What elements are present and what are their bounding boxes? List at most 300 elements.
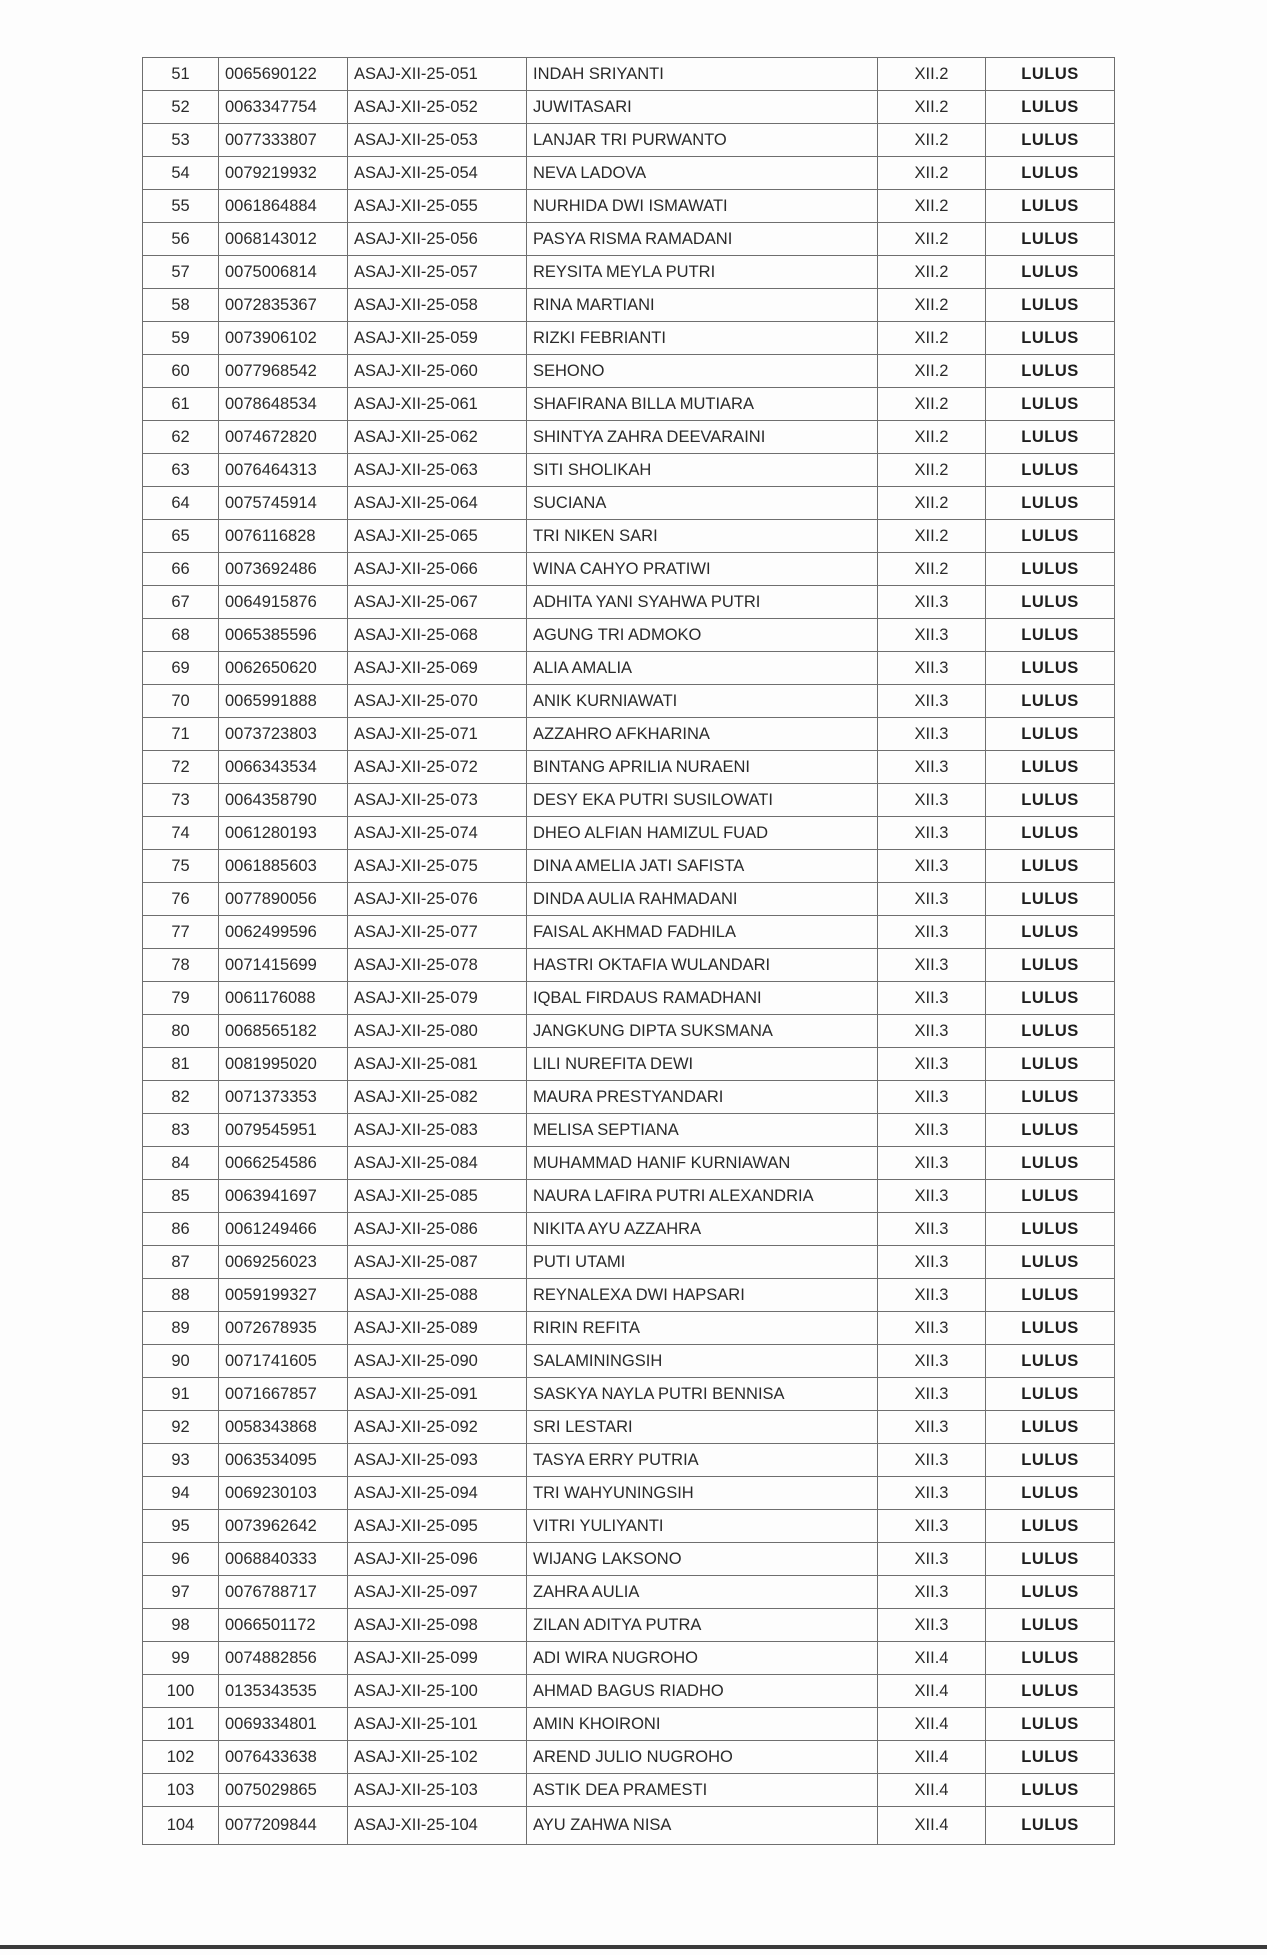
certificate-code-cell: ASAJ-XII-25-101 bbox=[348, 1708, 527, 1741]
status-cell: LULUS bbox=[986, 256, 1115, 289]
nisn-cell: 0068143012 bbox=[219, 223, 348, 256]
certificate-code-cell: ASAJ-XII-25-070 bbox=[348, 685, 527, 718]
status-cell: LULUS bbox=[986, 58, 1115, 91]
table-row bbox=[143, 1444, 1115, 1477]
status-cell: LULUS bbox=[986, 1345, 1115, 1378]
status-cell: LULUS bbox=[986, 355, 1115, 388]
certificate-code-cell: ASAJ-XII-25-057 bbox=[348, 256, 527, 289]
table-row bbox=[143, 1081, 1115, 1114]
row-number-cell: 78 bbox=[143, 949, 219, 982]
student-name-cell: DINA AMELIA JATI SAFISTA bbox=[527, 850, 878, 883]
table-row bbox=[143, 487, 1115, 520]
table-row bbox=[143, 289, 1115, 322]
status-cell: LULUS bbox=[986, 553, 1115, 586]
certificate-code-cell: ASAJ-XII-25-085 bbox=[348, 1180, 527, 1213]
student-name-cell: SUCIANA bbox=[527, 487, 878, 520]
student-name-cell: SEHONO bbox=[527, 355, 878, 388]
row-number-cell: 62 bbox=[143, 421, 219, 454]
class-cell: XII.3 bbox=[878, 784, 986, 817]
table-row bbox=[143, 91, 1115, 124]
row-number-cell: 75 bbox=[143, 850, 219, 883]
student-name-cell: AZZAHRO AFKHARINA bbox=[527, 718, 878, 751]
class-cell: XII.2 bbox=[878, 58, 986, 91]
student-name-cell: ZILAN ADITYA PUTRA bbox=[527, 1609, 878, 1642]
table-row bbox=[143, 520, 1115, 553]
class-cell: XII.4 bbox=[878, 1774, 986, 1807]
certificate-code-cell: ASAJ-XII-25-092 bbox=[348, 1411, 527, 1444]
status-cell: LULUS bbox=[986, 91, 1115, 124]
row-number-cell: 87 bbox=[143, 1246, 219, 1279]
certificate-code-cell: ASAJ-XII-25-083 bbox=[348, 1114, 527, 1147]
class-cell: XII.2 bbox=[878, 388, 986, 421]
status-cell: LULUS bbox=[986, 982, 1115, 1015]
student-name-cell: SALAMININGSIH bbox=[527, 1345, 878, 1378]
nisn-cell: 0063941697 bbox=[219, 1180, 348, 1213]
nisn-cell: 0076116828 bbox=[219, 520, 348, 553]
row-number-cell: 89 bbox=[143, 1312, 219, 1345]
row-number-cell: 81 bbox=[143, 1048, 219, 1081]
nisn-cell: 0071373353 bbox=[219, 1081, 348, 1114]
class-cell: XII.3 bbox=[878, 1543, 986, 1576]
student-name-cell: TASYA ERRY PUTRIA bbox=[527, 1444, 878, 1477]
status-cell: LULUS bbox=[986, 1609, 1115, 1642]
row-number-cell: 74 bbox=[143, 817, 219, 850]
certificate-code-cell: ASAJ-XII-25-073 bbox=[348, 784, 527, 817]
class-cell: XII.3 bbox=[878, 751, 986, 784]
nisn-cell: 0061864884 bbox=[219, 190, 348, 223]
nisn-cell: 0073692486 bbox=[219, 553, 348, 586]
row-number-cell: 84 bbox=[143, 1147, 219, 1180]
certificate-code-cell: ASAJ-XII-25-062 bbox=[348, 421, 527, 454]
table-row bbox=[143, 784, 1115, 817]
class-cell: XII.3 bbox=[878, 1411, 986, 1444]
class-cell: XII.3 bbox=[878, 1213, 986, 1246]
student-name-cell: TRI WAHYUNINGSIH bbox=[527, 1477, 878, 1510]
class-cell: XII.4 bbox=[878, 1708, 986, 1741]
certificate-code-cell: ASAJ-XII-25-058 bbox=[348, 289, 527, 322]
row-number-cell: 99 bbox=[143, 1642, 219, 1675]
class-cell: XII.3 bbox=[878, 982, 986, 1015]
row-number-cell: 88 bbox=[143, 1279, 219, 1312]
row-number-cell: 80 bbox=[143, 1015, 219, 1048]
class-cell: XII.3 bbox=[878, 685, 986, 718]
table-row bbox=[143, 421, 1115, 454]
certificate-code-cell: ASAJ-XII-25-052 bbox=[348, 91, 527, 124]
student-name-cell: SITI SHOLIKAH bbox=[527, 454, 878, 487]
status-cell: LULUS bbox=[986, 388, 1115, 421]
class-cell: XII.2 bbox=[878, 355, 986, 388]
class-cell: XII.3 bbox=[878, 1015, 986, 1048]
certificate-code-cell: ASAJ-XII-25-095 bbox=[348, 1510, 527, 1543]
status-cell: LULUS bbox=[986, 685, 1115, 718]
row-number-cell: 59 bbox=[143, 322, 219, 355]
status-cell: LULUS bbox=[986, 1048, 1115, 1081]
nisn-cell: 0076788717 bbox=[219, 1576, 348, 1609]
class-cell: XII.4 bbox=[878, 1807, 986, 1845]
certificate-code-cell: ASAJ-XII-25-090 bbox=[348, 1345, 527, 1378]
certificate-code-cell: ASAJ-XII-25-100 bbox=[348, 1675, 527, 1708]
page-bottom-divider bbox=[0, 1945, 1267, 1949]
table-row bbox=[143, 1741, 1115, 1774]
nisn-cell: 0079219932 bbox=[219, 157, 348, 190]
row-number-cell: 72 bbox=[143, 751, 219, 784]
class-cell: XII.3 bbox=[878, 586, 986, 619]
table-row bbox=[143, 751, 1115, 784]
status-cell: LULUS bbox=[986, 157, 1115, 190]
nisn-cell: 0062650620 bbox=[219, 652, 348, 685]
status-cell: LULUS bbox=[986, 1543, 1115, 1576]
class-cell: XII.4 bbox=[878, 1741, 986, 1774]
row-number-cell: 96 bbox=[143, 1543, 219, 1576]
nisn-cell: 0079545951 bbox=[219, 1114, 348, 1147]
status-cell: LULUS bbox=[986, 586, 1115, 619]
graduation-table-body bbox=[143, 58, 1115, 1845]
class-cell: XII.2 bbox=[878, 256, 986, 289]
student-name-cell: MELISA SEPTIANA bbox=[527, 1114, 878, 1147]
nisn-cell: 0069256023 bbox=[219, 1246, 348, 1279]
class-cell: XII.3 bbox=[878, 652, 986, 685]
certificate-code-cell: ASAJ-XII-25-102 bbox=[348, 1741, 527, 1774]
status-cell: LULUS bbox=[986, 454, 1115, 487]
student-name-cell: AHMAD BAGUS RIADHO bbox=[527, 1675, 878, 1708]
status-cell: LULUS bbox=[986, 1015, 1115, 1048]
row-number-cell: 90 bbox=[143, 1345, 219, 1378]
student-name-cell: INDAH SRIYANTI bbox=[527, 58, 878, 91]
status-cell: LULUS bbox=[986, 289, 1115, 322]
status-cell: LULUS bbox=[986, 1312, 1115, 1345]
class-cell: XII.2 bbox=[878, 289, 986, 322]
nisn-cell: 0066501172 bbox=[219, 1609, 348, 1642]
table-row bbox=[143, 1708, 1115, 1741]
class-cell: XII.3 bbox=[878, 1576, 986, 1609]
status-cell: LULUS bbox=[986, 883, 1115, 916]
certificate-code-cell: ASAJ-XII-25-091 bbox=[348, 1378, 527, 1411]
student-name-cell: SASKYA NAYLA PUTRI BENNISA bbox=[527, 1378, 878, 1411]
row-number-cell: 60 bbox=[143, 355, 219, 388]
student-name-cell: ZAHRA AULIA bbox=[527, 1576, 878, 1609]
table-row bbox=[143, 1114, 1115, 1147]
row-number-cell: 76 bbox=[143, 883, 219, 916]
certificate-code-cell: ASAJ-XII-25-051 bbox=[348, 58, 527, 91]
table-row bbox=[143, 58, 1115, 91]
student-name-cell: AGUNG TRI ADMOKO bbox=[527, 619, 878, 652]
certificate-code-cell: ASAJ-XII-25-099 bbox=[348, 1642, 527, 1675]
table-row bbox=[143, 1279, 1115, 1312]
certificate-code-cell: ASAJ-XII-25-097 bbox=[348, 1576, 527, 1609]
row-number-cell: 77 bbox=[143, 916, 219, 949]
status-cell: LULUS bbox=[986, 1081, 1115, 1114]
student-name-cell: NIKITA AYU AZZAHRA bbox=[527, 1213, 878, 1246]
nisn-cell: 0076464313 bbox=[219, 454, 348, 487]
table-row bbox=[143, 223, 1115, 256]
table-row bbox=[143, 1477, 1115, 1510]
nisn-cell: 0062499596 bbox=[219, 916, 348, 949]
certificate-code-cell: ASAJ-XII-25-069 bbox=[348, 652, 527, 685]
class-cell: XII.3 bbox=[878, 718, 986, 751]
nisn-cell: 0071667857 bbox=[219, 1378, 348, 1411]
nisn-cell: 0064358790 bbox=[219, 784, 348, 817]
certificate-code-cell: ASAJ-XII-25-075 bbox=[348, 850, 527, 883]
status-cell: LULUS bbox=[986, 190, 1115, 223]
table-row bbox=[143, 685, 1115, 718]
table-row bbox=[143, 586, 1115, 619]
status-cell: LULUS bbox=[986, 487, 1115, 520]
class-cell: XII.2 bbox=[878, 454, 986, 487]
table-row bbox=[143, 1609, 1115, 1642]
table-row bbox=[143, 1675, 1115, 1708]
row-number-cell: 95 bbox=[143, 1510, 219, 1543]
table-row bbox=[143, 1642, 1115, 1675]
student-name-cell: SHAFIRANA BILLA MUTIARA bbox=[527, 388, 878, 421]
nisn-cell: 0065690122 bbox=[219, 58, 348, 91]
nisn-cell: 0072835367 bbox=[219, 289, 348, 322]
certificate-code-cell: ASAJ-XII-25-074 bbox=[348, 817, 527, 850]
certificate-code-cell: ASAJ-XII-25-068 bbox=[348, 619, 527, 652]
row-number-cell: 63 bbox=[143, 454, 219, 487]
class-cell: XII.3 bbox=[878, 1180, 986, 1213]
row-number-cell: 67 bbox=[143, 586, 219, 619]
class-cell: XII.2 bbox=[878, 223, 986, 256]
certificate-code-cell: ASAJ-XII-25-053 bbox=[348, 124, 527, 157]
row-number-cell: 57 bbox=[143, 256, 219, 289]
student-name-cell: VITRI YULIYANTI bbox=[527, 1510, 878, 1543]
table-row bbox=[143, 454, 1115, 487]
nisn-cell: 0071741605 bbox=[219, 1345, 348, 1378]
table-row bbox=[143, 949, 1115, 982]
student-name-cell: NEVA LADOVA bbox=[527, 157, 878, 190]
certificate-code-cell: ASAJ-XII-25-084 bbox=[348, 1147, 527, 1180]
row-number-cell: 61 bbox=[143, 388, 219, 421]
row-number-cell: 79 bbox=[143, 982, 219, 1015]
class-cell: XII.3 bbox=[878, 1246, 986, 1279]
student-name-cell: RIRIN REFITA bbox=[527, 1312, 878, 1345]
status-cell: LULUS bbox=[986, 1411, 1115, 1444]
table-row bbox=[143, 1576, 1115, 1609]
class-cell: XII.2 bbox=[878, 553, 986, 586]
table-row bbox=[143, 388, 1115, 421]
nisn-cell: 0081995020 bbox=[219, 1048, 348, 1081]
student-name-cell: REYNALEXA DWI HAPSARI bbox=[527, 1279, 878, 1312]
certificate-code-cell: ASAJ-XII-25-061 bbox=[348, 388, 527, 421]
table-row bbox=[143, 355, 1115, 388]
nisn-cell: 0065991888 bbox=[219, 685, 348, 718]
table-row bbox=[143, 1774, 1115, 1807]
certificate-code-cell: ASAJ-XII-25-071 bbox=[348, 718, 527, 751]
row-number-cell: 94 bbox=[143, 1477, 219, 1510]
nisn-cell: 0059199327 bbox=[219, 1279, 348, 1312]
nisn-cell: 0064915876 bbox=[219, 586, 348, 619]
table-row bbox=[143, 1510, 1115, 1543]
nisn-cell: 0073962642 bbox=[219, 1510, 348, 1543]
class-cell: XII.2 bbox=[878, 91, 986, 124]
status-cell: LULUS bbox=[986, 322, 1115, 355]
table-row bbox=[143, 553, 1115, 586]
certificate-code-cell: ASAJ-XII-25-060 bbox=[348, 355, 527, 388]
table-row bbox=[143, 256, 1115, 289]
nisn-cell: 0073723803 bbox=[219, 718, 348, 751]
class-cell: XII.2 bbox=[878, 190, 986, 223]
status-cell: LULUS bbox=[986, 1246, 1115, 1279]
row-number-cell: 73 bbox=[143, 784, 219, 817]
certificate-code-cell: ASAJ-XII-25-080 bbox=[348, 1015, 527, 1048]
nisn-cell: 0074882856 bbox=[219, 1642, 348, 1675]
student-name-cell: FAISAL AKHMAD FADHILA bbox=[527, 916, 878, 949]
student-name-cell: WINA CAHYO PRATIWI bbox=[527, 553, 878, 586]
status-cell: LULUS bbox=[986, 817, 1115, 850]
status-cell: LULUS bbox=[986, 916, 1115, 949]
row-number-cell: 71 bbox=[143, 718, 219, 751]
student-name-cell: RINA MARTIANI bbox=[527, 289, 878, 322]
class-cell: XII.3 bbox=[878, 1345, 986, 1378]
status-cell: LULUS bbox=[986, 1807, 1115, 1845]
table-row bbox=[143, 916, 1115, 949]
status-cell: LULUS bbox=[986, 1675, 1115, 1708]
status-cell: LULUS bbox=[986, 1708, 1115, 1741]
status-cell: LULUS bbox=[986, 751, 1115, 784]
table-row bbox=[143, 190, 1115, 223]
certificate-code-cell: ASAJ-XII-25-079 bbox=[348, 982, 527, 1015]
status-cell: LULUS bbox=[986, 619, 1115, 652]
certificate-code-cell: ASAJ-XII-25-066 bbox=[348, 553, 527, 586]
row-number-cell: 52 bbox=[143, 91, 219, 124]
student-name-cell: PUTI UTAMI bbox=[527, 1246, 878, 1279]
class-cell: XII.3 bbox=[878, 619, 986, 652]
class-cell: XII.3 bbox=[878, 1279, 986, 1312]
row-number-cell: 51 bbox=[143, 58, 219, 91]
certificate-code-cell: ASAJ-XII-25-059 bbox=[348, 322, 527, 355]
table-row bbox=[143, 883, 1115, 916]
nisn-cell: 0063534095 bbox=[219, 1444, 348, 1477]
table-row bbox=[143, 1345, 1115, 1378]
status-cell: LULUS bbox=[986, 1279, 1115, 1312]
status-cell: LULUS bbox=[986, 850, 1115, 883]
certificate-code-cell: ASAJ-XII-25-088 bbox=[348, 1279, 527, 1312]
table-row bbox=[143, 157, 1115, 190]
certificate-code-cell: ASAJ-XII-25-055 bbox=[348, 190, 527, 223]
student-name-cell: DINDA AULIA RAHMADANI bbox=[527, 883, 878, 916]
nisn-cell: 0077209844 bbox=[219, 1807, 348, 1845]
nisn-cell: 0061885603 bbox=[219, 850, 348, 883]
table-row bbox=[143, 124, 1115, 157]
certificate-code-cell: ASAJ-XII-25-077 bbox=[348, 916, 527, 949]
certificate-code-cell: ASAJ-XII-25-104 bbox=[348, 1807, 527, 1845]
student-name-cell: IQBAL FIRDAUS RAMADHANI bbox=[527, 982, 878, 1015]
class-cell: XII.3 bbox=[878, 916, 986, 949]
nisn-cell: 0075006814 bbox=[219, 256, 348, 289]
table-row bbox=[143, 1378, 1115, 1411]
row-number-cell: 55 bbox=[143, 190, 219, 223]
class-cell: XII.4 bbox=[878, 1642, 986, 1675]
nisn-cell: 0066343534 bbox=[219, 751, 348, 784]
nisn-cell: 0073906102 bbox=[219, 322, 348, 355]
student-name-cell: NURHIDA DWI ISMAWATI bbox=[527, 190, 878, 223]
status-cell: LULUS bbox=[986, 1180, 1115, 1213]
certificate-code-cell: ASAJ-XII-25-078 bbox=[348, 949, 527, 982]
certificate-code-cell: ASAJ-XII-25-067 bbox=[348, 586, 527, 619]
class-cell: XII.3 bbox=[878, 883, 986, 916]
table-row bbox=[143, 1213, 1115, 1246]
student-name-cell: WIJANG LAKSONO bbox=[527, 1543, 878, 1576]
row-number-cell: 103 bbox=[143, 1774, 219, 1807]
class-cell: XII.3 bbox=[878, 1510, 986, 1543]
nisn-cell: 0069334801 bbox=[219, 1708, 348, 1741]
status-cell: LULUS bbox=[986, 1741, 1115, 1774]
row-number-cell: 70 bbox=[143, 685, 219, 718]
certificate-code-cell: ASAJ-XII-25-076 bbox=[348, 883, 527, 916]
row-number-cell: 101 bbox=[143, 1708, 219, 1741]
class-cell: XII.2 bbox=[878, 124, 986, 157]
class-cell: XII.2 bbox=[878, 487, 986, 520]
student-name-cell: HASTRI OKTAFIA WULANDARI bbox=[527, 949, 878, 982]
certificate-code-cell: ASAJ-XII-25-072 bbox=[348, 751, 527, 784]
student-name-cell: DESY EKA PUTRI SUSILOWATI bbox=[527, 784, 878, 817]
class-cell: XII.3 bbox=[878, 1609, 986, 1642]
nisn-cell: 0135343535 bbox=[219, 1675, 348, 1708]
class-cell: XII.3 bbox=[878, 817, 986, 850]
status-cell: LULUS bbox=[986, 1213, 1115, 1246]
row-number-cell: 104 bbox=[143, 1807, 219, 1845]
table-row bbox=[143, 850, 1115, 883]
nisn-cell: 0076433638 bbox=[219, 1741, 348, 1774]
table-row bbox=[143, 1147, 1115, 1180]
row-number-cell: 53 bbox=[143, 124, 219, 157]
row-number-cell: 68 bbox=[143, 619, 219, 652]
status-cell: LULUS bbox=[986, 223, 1115, 256]
table-row bbox=[143, 1543, 1115, 1576]
table-row bbox=[143, 619, 1115, 652]
row-number-cell: 58 bbox=[143, 289, 219, 322]
status-cell: LULUS bbox=[986, 520, 1115, 553]
class-cell: XII.2 bbox=[878, 520, 986, 553]
student-name-cell: AYU ZAHWA NISA bbox=[527, 1807, 878, 1845]
nisn-cell: 0075745914 bbox=[219, 487, 348, 520]
graduation-table bbox=[142, 57, 1115, 1845]
row-number-cell: 91 bbox=[143, 1378, 219, 1411]
table-row bbox=[143, 1312, 1115, 1345]
nisn-cell: 0069230103 bbox=[219, 1477, 348, 1510]
nisn-cell: 0058343868 bbox=[219, 1411, 348, 1444]
certificate-code-cell: ASAJ-XII-25-098 bbox=[348, 1609, 527, 1642]
student-name-cell: RIZKI FEBRIANTI bbox=[527, 322, 878, 355]
student-name-cell: SHINTYA ZAHRA DEEVARAINI bbox=[527, 421, 878, 454]
student-name-cell: ALIA AMALIA bbox=[527, 652, 878, 685]
nisn-cell: 0077968542 bbox=[219, 355, 348, 388]
student-name-cell: JUWITASARI bbox=[527, 91, 878, 124]
nisn-cell: 0074672820 bbox=[219, 421, 348, 454]
nisn-cell: 0065385596 bbox=[219, 619, 348, 652]
class-cell: XII.3 bbox=[878, 1477, 986, 1510]
table-row bbox=[143, 652, 1115, 685]
nisn-cell: 0066254586 bbox=[219, 1147, 348, 1180]
status-cell: LULUS bbox=[986, 1510, 1115, 1543]
nisn-cell: 0072678935 bbox=[219, 1312, 348, 1345]
row-number-cell: 93 bbox=[143, 1444, 219, 1477]
class-cell: XII.3 bbox=[878, 1147, 986, 1180]
nisn-cell: 0068565182 bbox=[219, 1015, 348, 1048]
status-cell: LULUS bbox=[986, 718, 1115, 751]
nisn-cell: 0071415699 bbox=[219, 949, 348, 982]
certificate-code-cell: ASAJ-XII-25-089 bbox=[348, 1312, 527, 1345]
row-number-cell: 98 bbox=[143, 1609, 219, 1642]
nisn-cell: 0077890056 bbox=[219, 883, 348, 916]
row-number-cell: 54 bbox=[143, 157, 219, 190]
certificate-code-cell: ASAJ-XII-25-056 bbox=[348, 223, 527, 256]
certificate-code-cell: ASAJ-XII-25-065 bbox=[348, 520, 527, 553]
nisn-cell: 0061249466 bbox=[219, 1213, 348, 1246]
status-cell: LULUS bbox=[986, 1378, 1115, 1411]
table-row bbox=[143, 817, 1115, 850]
student-name-cell: AREND JULIO NUGROHO bbox=[527, 1741, 878, 1774]
